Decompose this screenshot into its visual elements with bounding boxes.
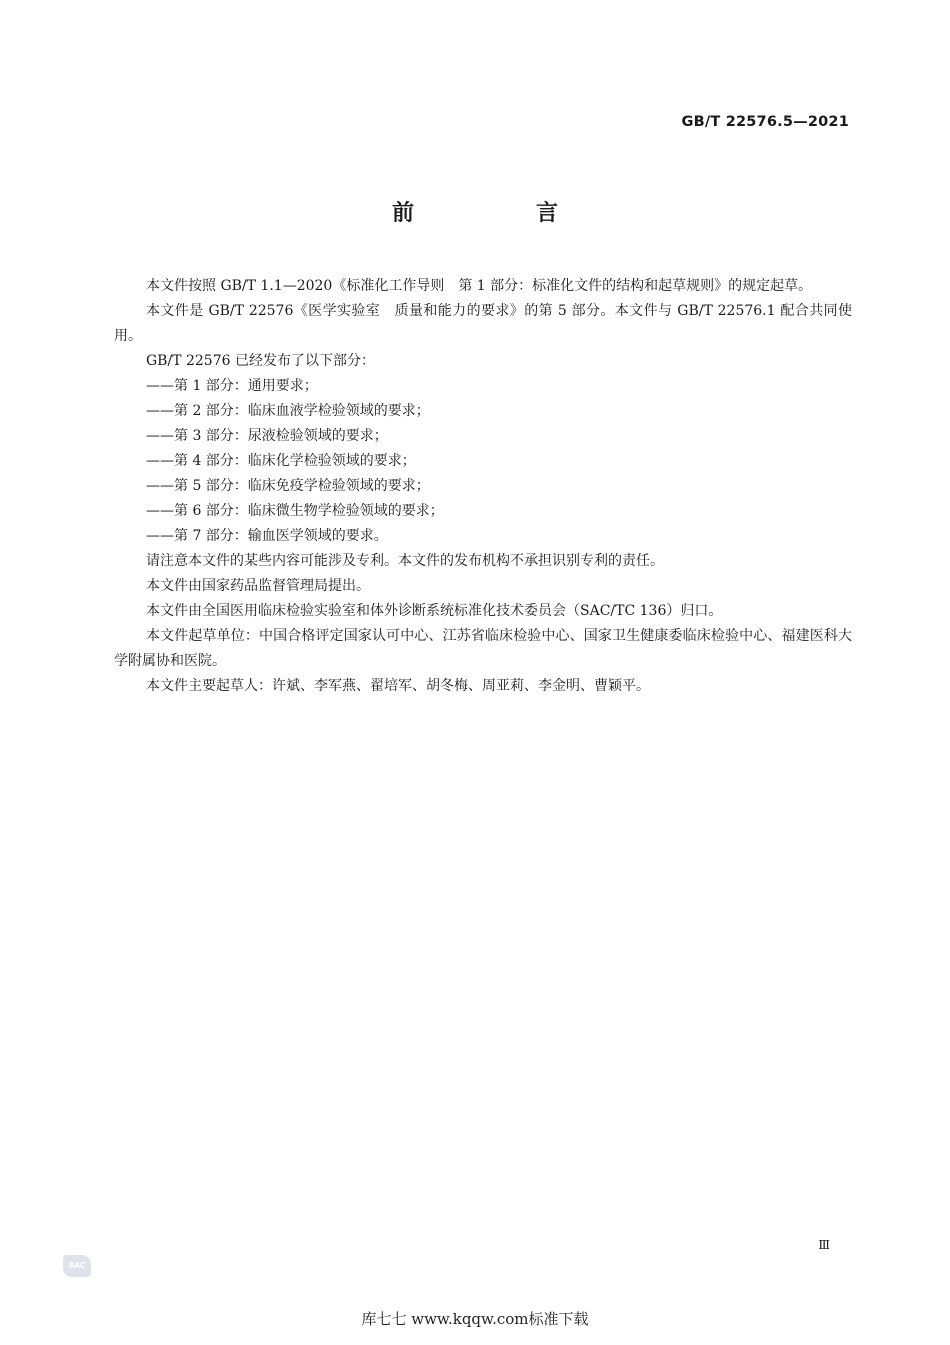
- list-item: ——第 6 部分：临床微生物学检验领域的要求；: [146, 503, 444, 519]
- list-item: ——第 5 部分：临床免疫学检验领域的要求；: [146, 478, 430, 494]
- foreword-body: [114, 274, 852, 699]
- paragraph-drafting-units: 本文件起草单位：中国合格评定国家认可中心、江苏省临床检验中心、国家卫生健康委临床检验中心、福建医科大学附属协和医院。: [114, 628, 852, 669]
- list-item: ——第 1 部分：通用要求；: [146, 378, 318, 394]
- list-item: ——第 7 部分：输血医学领域的要求。: [146, 528, 388, 544]
- paragraph-drafting-rules: 本文件按照 GB/T 1.1—2020《标准化工作导则 第 1 部分：标准化文件的结构和起草规则》的规定起草。: [146, 278, 813, 294]
- sac-logo-icon: SAC: [63, 1255, 91, 1277]
- paragraph-committee: 本文件由全国医用临床检验实验室和体外诊断系统标准化技术委员会（SAC/TC 136）归口。: [146, 603, 723, 619]
- paragraph-drafters: 本文件主要起草人：许斌、李军燕、翟培军、胡冬梅、周亚莉、李金明、曹颖平。: [146, 678, 650, 694]
- standard-code: GB/T 22576.5—2021: [681, 114, 849, 130]
- list-item: ——第 4 部分：临床化学检验领域的要求；: [146, 453, 416, 469]
- paragraph-part-info: 本文件是 GB/T 22576《医学实验室 质量和能力的要求》的第 5 部分。本文件与 GB/T 22576.1 配合共同使用。: [114, 303, 852, 344]
- list-item: ——第 3 部分：尿液检验领域的要求；: [146, 428, 388, 444]
- page-title: 前 言: [391, 201, 608, 226]
- paragraph-parts-intro: GB/T 22576 已经发布了以下部分：: [146, 353, 375, 369]
- footer-watermark: 库七七 www.kqqw.com标准下载: [361, 1310, 589, 1328]
- paragraph-proposer: 本文件由国家药品监督管理局提出。: [146, 578, 370, 594]
- list-item: ——第 2 部分：临床血液学检验领域的要求；: [146, 403, 430, 419]
- paragraph-patent-notice: 请注意本文件的某些内容可能涉及专利。本文件的发布机构不承担识别专利的责任。: [146, 553, 664, 569]
- page-number: Ⅲ: [818, 1238, 829, 1252]
